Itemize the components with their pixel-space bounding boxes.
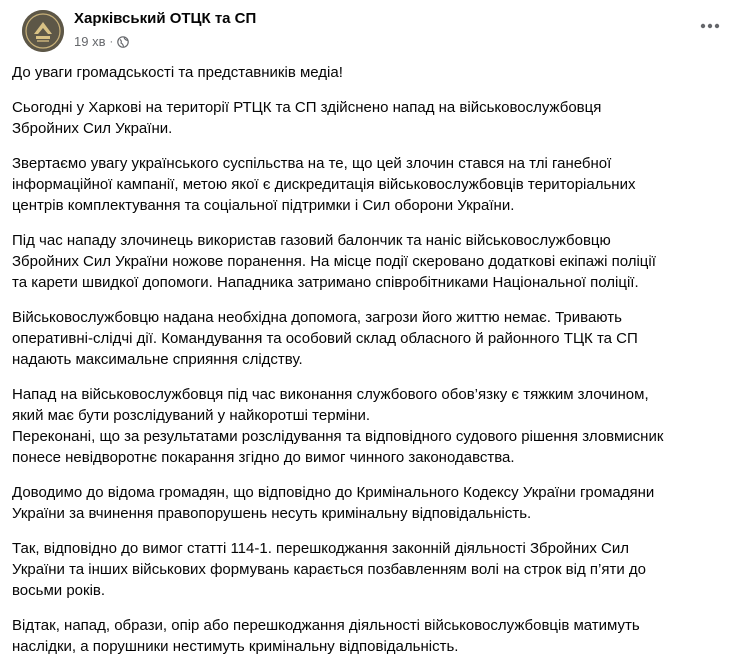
paragraph-line: Збройних Сил України. [12,120,173,137]
paragraph-line: понесе невідворотнє покарання згідно до вимог чинного законодавства. [12,449,515,466]
meta-separator: · [109,35,114,48]
globe-icon [117,36,129,48]
post-paragraph [12,97,728,139]
post-paragraph [12,384,728,468]
paragraph-line: та карети швидкої допомоги. Нападника затримано співробітниками Національної поліції. [12,274,639,291]
post-paragraph [12,307,728,370]
paragraph-line: наслідки, а порушники нестимуть кримінальну відповідальність. [12,638,459,655]
paragraph-line: інформаційної кампанії, метою якої є дискредитація військовослужбовців територіальних [12,176,636,193]
paragraph-line: який має бути розслідуваний у найкоротші терміни. [12,407,371,424]
paragraph-line: центрів комплектування та соціальної підтримки і Сил оборони України. [12,197,515,214]
post-time[interactable]: 19 хв [74,34,106,49]
post-paragraph [12,230,728,293]
more-options-button[interactable] [696,12,724,40]
post-paragraph [12,62,728,83]
paragraph-line: Напад на військовослужбовця під час виконання службового обов’язку є тяжким злочином, [12,386,649,403]
paragraph-line: Звертаємо увагу українського суспільства на те, що цей злочин стався на тлі ганебної [12,155,612,172]
paragraph-line: Під час нападу злочинець використав газовий балончик та наніс військовослужбовцю [12,232,611,249]
three-dots-icon [700,23,720,29]
paragraph-line: України та інших військових формувань карається позбавленням волі на строк від п’яти до [12,561,646,578]
post-paragraph [12,153,728,216]
avatar[interactable] [22,10,64,52]
post-header [12,0,728,60]
author-name[interactable]: Харківський ОТЦК та СП [74,10,257,27]
paragraph-line: Так, відповідно до вимог статті 114-1. перешкоджання законній діяльності Збройних Сил [12,540,629,557]
post-paragraph [12,615,728,657]
paragraph-line: України за вчинення правопорушень несуть кримінальну відповідальність. [12,505,532,522]
post-body [12,62,728,671]
paragraph-line: Доводимо до відома громадян, що відповідно до Кримінального Кодексу України громадяни [12,484,655,501]
post-paragraph [12,538,728,601]
post-paragraph [12,482,728,524]
paragraph-line: Відтак, напад, образи, опір або перешкоджання діяльності військовослужбовців матимуть [12,617,640,634]
paragraph-line: До уваги громадськості та представників медіа! [12,64,343,81]
paragraph-line: восьми років. [12,582,106,599]
paragraph-line: Переконані, що за результатами розслідування та відповідного судового рішення зловмисник [12,428,664,445]
paragraph-line: оперативні-слідчі дії. Командування та особовий склад обласного й районного ТЦК та СП [12,330,638,347]
paragraph-line: надають максимальне сприяння слідству. [12,351,303,368]
post-meta [74,34,129,49]
paragraph-line: Сьогодні у Харкові на території РТЦК та СП здійснено напад на військовослужбовця [12,99,602,116]
paragraph-line: Військовослужбовцю надана необхідна допомога, загрози його життю немає. Тривають [12,309,622,326]
paragraph-line: Збройних Сил України ножове поранення. На місце події скеровано додаткові екіпажі поліції [12,253,656,270]
avatar-emblem-icon [22,10,64,52]
